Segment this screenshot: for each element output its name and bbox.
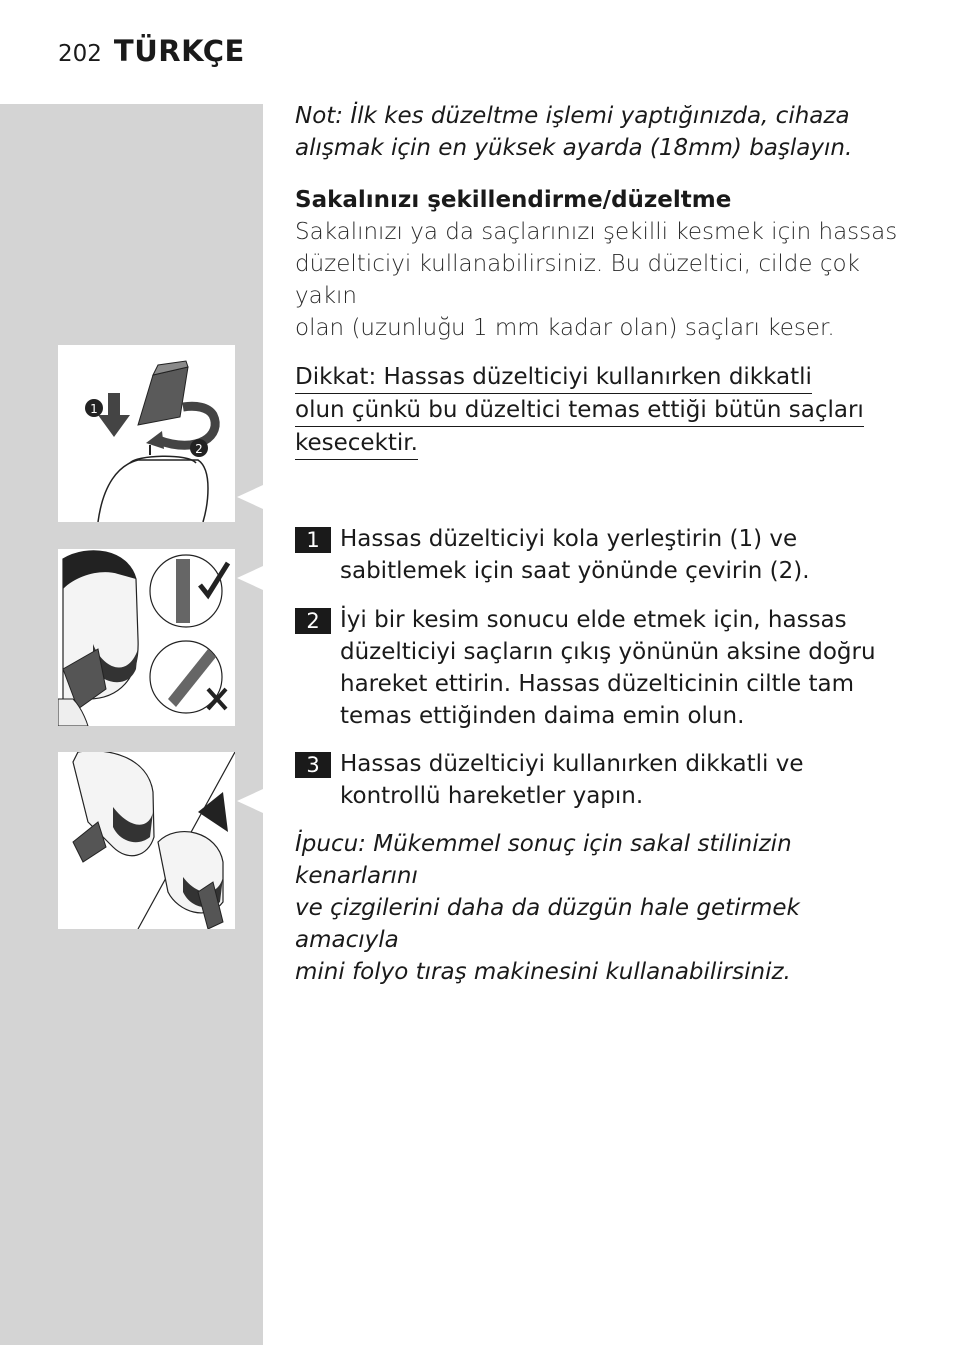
page-header [58, 34, 245, 74]
warning-paragraph [295, 361, 910, 460]
step-line: hareket ettirin. Hassas düzelticinin ciltle tam [340, 671, 855, 697]
step-3 [295, 748, 910, 812]
note-paragraph [295, 100, 910, 164]
step-number-badge: 1 [295, 527, 331, 553]
illustration-pointer-1 [237, 485, 263, 509]
tip-line: mini folyo tıraş makinesini kullanabilirsiniz. [295, 959, 791, 985]
step-line: İyi bir kesim sonucu elde etmek için, hassas [340, 607, 847, 633]
intro-line: düzelticiyi kullanabilirsiniz. Bu düzeltici, cilde çok yakın [295, 251, 860, 309]
step-1 [295, 523, 910, 587]
tip-line: ve çizgilerini daha da düzgün hale getirmek amacıyla [295, 895, 800, 953]
illustration-pointer-3 [237, 789, 263, 813]
wrong-direction-icon [150, 641, 226, 713]
illustration-attach-trimmer [58, 345, 235, 522]
step-line: temas ettiğinden daima emin olun. [340, 703, 745, 729]
correct-direction-icon [150, 555, 228, 627]
intro-line: Sakalınızı ya da saçlarınızı şekilli kesmek için hassas [295, 219, 898, 245]
intro-paragraph [295, 216, 910, 344]
illustration-pointer-2 [237, 566, 263, 590]
step-line: Hassas düzelticiyi kullanırken dikkatli ve [340, 751, 804, 777]
trimmer-attach-drawing [58, 345, 235, 522]
illustration-careful-movements [58, 752, 235, 929]
step-2 [295, 604, 910, 732]
intro-line: olan (uzunluğu 1 mm kadar olan) saçları keser. [295, 315, 835, 341]
step-number-badge: 3 [295, 752, 331, 778]
trimming-face-drawing [58, 549, 235, 726]
step-2-marker-icon [190, 439, 208, 457]
main-content [295, 100, 910, 988]
section-heading: Sakalınızı şekillendirme/düzeltme [295, 187, 732, 213]
tip-line: İpucu: Mükemmel sonuç için sakal stilinizin kenarlarını [295, 831, 792, 889]
svg-text:1: 1 [90, 402, 98, 416]
note-line: alışmak için en yüksek ayarda (18mm) başlayın. [295, 135, 853, 161]
warning-line: olun çünkü bu düzeltici temas ettiği bütün saçları [295, 394, 864, 427]
page-number: 202 [58, 41, 102, 67]
note-line: Not: İlk kes düzeltme işlemi yaptığınızda, cihaza [295, 103, 850, 129]
tip-paragraph [295, 828, 910, 988]
step-1-marker-icon [85, 399, 103, 417]
warning-line: Dikkat: Hassas düzelticiyi kullanırken dikkatli [295, 361, 812, 394]
warning-line: kesecektir. [295, 427, 418, 460]
beard-styling-drawing [58, 752, 235, 929]
step-line: sabitlemek için saat yönünde çevirin (2). [340, 558, 810, 584]
illustration-trimming-direction [58, 549, 235, 726]
step-line: kontrollü hareketler yapın. [340, 783, 644, 809]
step-line: düzelticiyi saçların çıkış yönünün aksine doğru [340, 639, 876, 665]
section-title: TÜRKÇE [113, 34, 245, 68]
svg-text:2: 2 [195, 442, 203, 456]
step-line: Hassas düzelticiyi kola yerleştirin (1) ve [340, 526, 798, 552]
step-number-badge: 2 [295, 608, 331, 634]
